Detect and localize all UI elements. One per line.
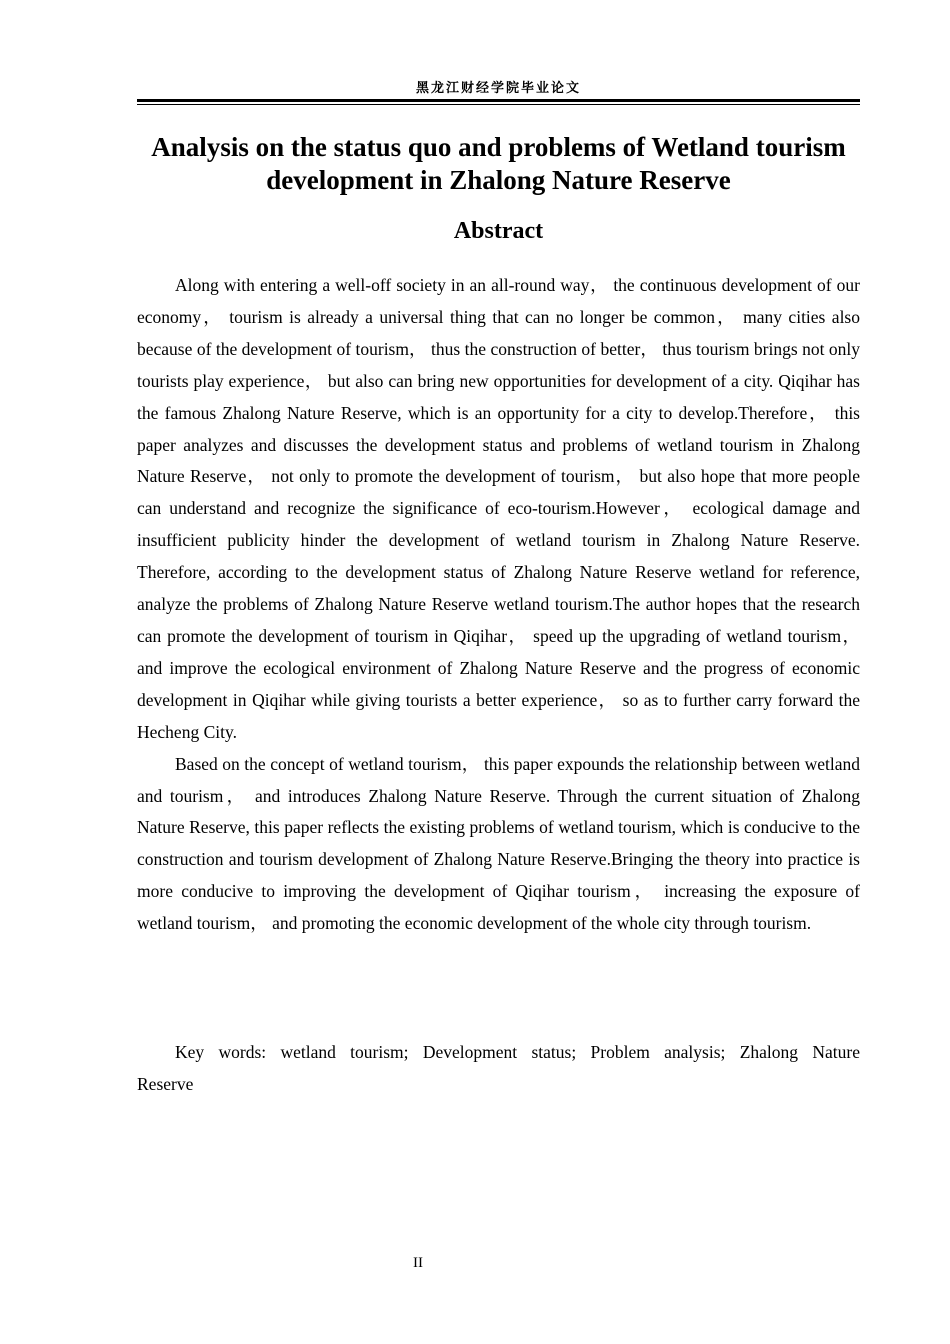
paper-title: Analysis on the status quo and problems of Wetland tourism development in Zhalong Nature Reserve [151,132,846,195]
abstract-body [137,270,860,940]
header-rule-thin [137,104,860,105]
abstract-paragraph-1: Along with entering a well-off society in an all-round way， the continuous development of our economy， tourism is already a universal thing that can no longer be common， many cities also because of the development of tourism， thus the construction of better， thus tourism brings not only tourists play experience， but also can bring new opportunities for development of a city. Qiqihar has the famous Zhalong Nature Reserve, which is an opportunity for a city to develop.Therefore， this paper analyzes and discusses the development status and problems of wetland tourism in Zhalong Nature Reserve， not only to promote the development of tourism， but also hope that more people can understand and recognize the significance of eco-tourism.However， ecological damage and insufficient publicity hinder the development of wetland tourism in Zhalong Nature Reserve. Therefore, according to the development status of Zhalong Nature Reserve wetland for reference, analyze the problems of Zhalong Nature Reserve wetland tourism.The author hopes that the research can promote the development of tourism in Qiqihar， speed up the upgrading of wetland tourism， and improve the ecological environment of Zhalong Nature Reserve and the progress of economic development in Qiqihar while giving tourists a better experience， so as to further carry forward the Hecheng City. [137,275,860,742]
abstract-heading: Abstract [453,218,544,244]
abstract-paragraph-2: Based on the concept of wetland tourism， this paper expounds the relationship between wetland and tourism， and introduces Zhalong Nature Reserve. Through the current situation of Zhalong Nature Reserve, this paper reflects the existing problems of wetland tourism, which is conducive to the construction and tourism development of Zhalong Nature Reserve.Bringing the theory into practice is more conducive to improving the development of Qiqihar tourism， increasing the exposure of wetland tourism， and promoting the economic development of the whole city through tourism. [137,753,860,934]
header-rule-thick [137,99,860,102]
running-header: 黑龙江财经学院毕业论文 [415,81,581,96]
page-number: II [413,1255,423,1271]
keywords: Key words: wetland tourism; Development status; Problem analysis; Zhalong Nature Reserve [137,1042,860,1094]
